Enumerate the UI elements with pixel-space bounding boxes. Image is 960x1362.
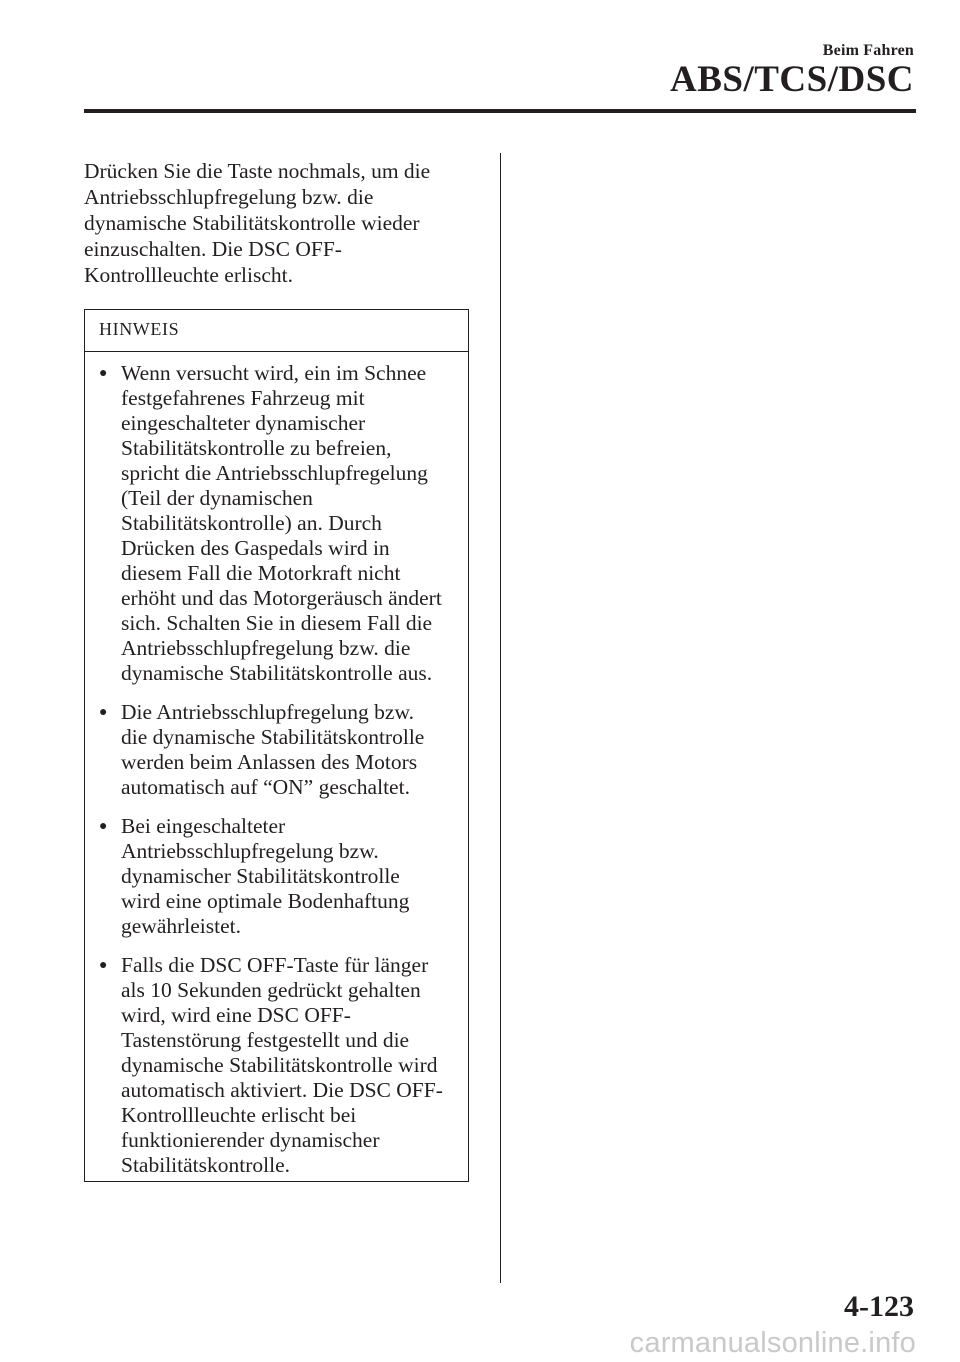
bullet-icon: ●: [99, 958, 108, 973]
note-line: automatisch auf “ON” geschaltet.: [121, 775, 410, 799]
note-line: Bei eingeschalteter: [121, 814, 286, 838]
note-line: dynamischer Stabilitätskontrolle: [121, 864, 400, 888]
intro-line: Drücken Sie die Taste nochmals, um die: [84, 159, 431, 183]
watermark: carmanualsonline.info: [629, 1327, 916, 1359]
intro-line: einzuschalten. Die DSC OFF-: [84, 237, 342, 261]
bullet-icon: ●: [99, 366, 108, 381]
note-line: erhöht und das Motorgeräusch ändert: [121, 586, 442, 610]
note-line: Stabilitätskontrolle) an. Durch: [121, 511, 382, 535]
note-line: eingeschalteter dynamischer: [121, 411, 366, 435]
page-title: ABS/TCS/DSC: [669, 59, 914, 100]
note-line: werden beim Anlassen des Motors: [121, 750, 418, 774]
page-number: 4-123: [844, 1290, 914, 1323]
note-line: Antriebsschlupfregelung bzw. die: [121, 636, 411, 660]
note-line: gewährleistet.: [121, 914, 241, 938]
note-line: Antriebsschlupfregelung bzw.: [121, 839, 379, 863]
note-item: [85, 700, 468, 800]
column-divider: [500, 153, 501, 1283]
note-line: Wenn versucht wird, ein im Schnee: [121, 361, 427, 385]
note-line: funktionierender dynamischer: [121, 1128, 380, 1152]
note-line: Falls die DSC OFF-Taste für länger: [121, 953, 429, 977]
bullet-icon: ●: [99, 705, 108, 720]
note-item: [85, 814, 468, 939]
intro-line: Antriebsschlupfregelung bzw. die: [84, 185, 374, 209]
note-line: festgefahrenes Fahrzeug mit: [121, 386, 365, 410]
note-line: automatisch aktiviert. Die DSC OFF-: [121, 1078, 443, 1102]
note-line: die dynamische Stabilitätskontrolle: [121, 725, 425, 749]
note-line: spricht die Antriebsschlupfregelung: [121, 461, 428, 485]
note-line: (Teil der dynamischen: [121, 486, 313, 510]
note-line: dynamische Stabilitätskontrolle aus.: [121, 661, 433, 685]
note-line: Drücken des Gaspedals wird in: [121, 536, 390, 560]
note-line: diesem Fall die Motorkraft nicht: [121, 561, 401, 585]
note-line: dynamische Stabilitätskontrolle wird: [121, 1053, 438, 1077]
note-box: [84, 309, 469, 1182]
note-list: [85, 352, 468, 1178]
bullet-icon: ●: [99, 819, 108, 834]
section-label: Beim Fahren: [822, 42, 914, 59]
note-line: Die Antriebsschlupfregelung bzw.: [121, 700, 414, 724]
note-line: als 10 Sekunden gedrückt gehalten: [121, 978, 421, 1002]
note-item: [85, 361, 468, 686]
note-line: Stabilitätskontrolle zu befreien,: [121, 436, 392, 460]
note-line: Tastenstörung festgestellt und die: [121, 1028, 410, 1052]
note-item: [85, 953, 468, 1178]
note-line: sich. Schalten Sie in diesem Fall die: [121, 611, 433, 635]
intro-paragraph: [84, 158, 479, 288]
note-line: wird, wird eine DSC OFF-: [121, 1003, 351, 1027]
note-line: Stabilitätskontrolle.: [121, 1153, 290, 1177]
intro-line: Kontrollleuchte erlischt.: [84, 263, 293, 287]
header-divider: [84, 109, 916, 113]
intro-line: dynamische Stabilitätskontrolle wieder: [84, 211, 420, 235]
note-line: Kontrollleuchte erlischt bei: [121, 1103, 357, 1127]
note-heading: HINWEIS: [85, 310, 468, 352]
note-line: wird eine optimale Bodenhaftung: [121, 889, 410, 913]
